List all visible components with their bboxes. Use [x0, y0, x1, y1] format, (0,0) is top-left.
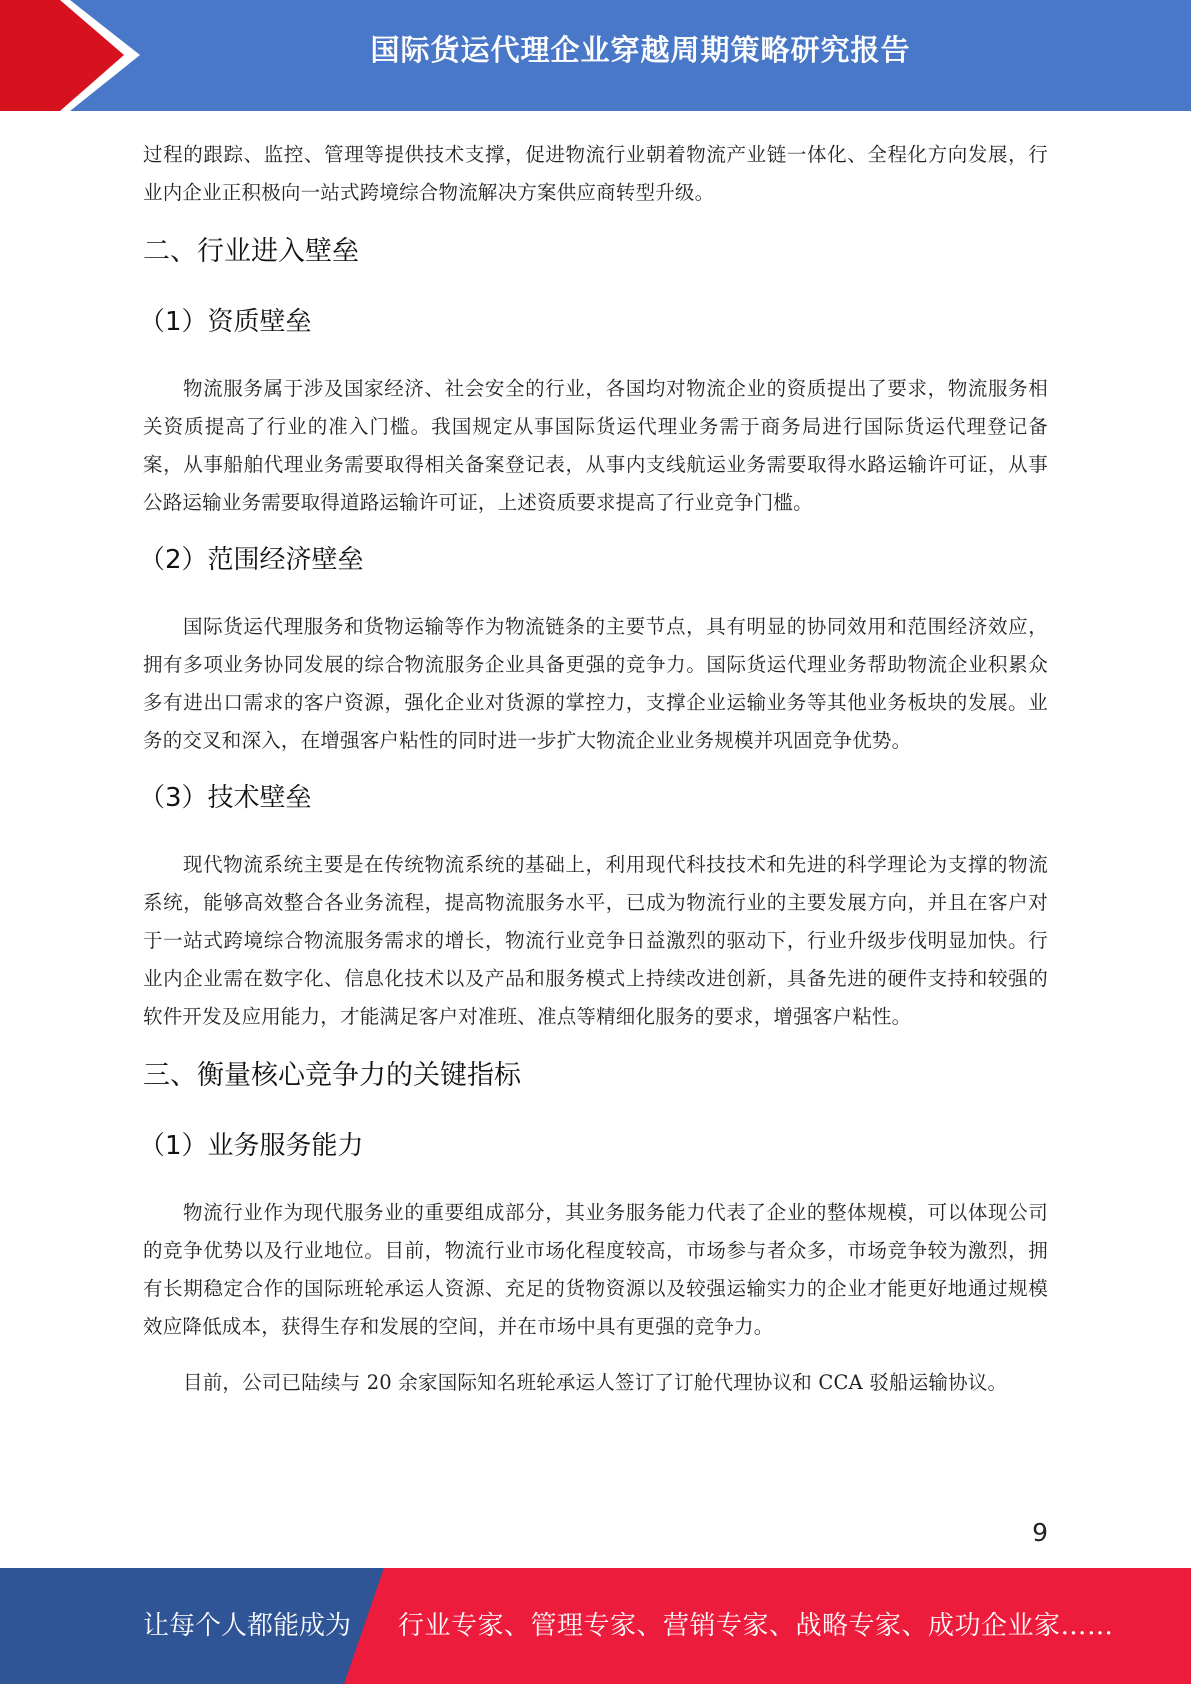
page-body	[139, 136, 1048, 1402]
subsection-heading-service: （1）业务服务能力	[139, 1131, 364, 1161]
subsection-heading-qualification: （1）资质壁垒	[139, 307, 312, 337]
footer-slogan-left: 让每个人都能成为	[143, 1611, 352, 1641]
subsection-heading-scope: （2）范围经济壁垒	[139, 545, 364, 575]
tech-paragraph: 现代物流系统主要是在传统物流系统的基础上，利用现代科技技术和先进的科学理论为支撑的物流系统，能够高效整合各业务流程，提高物流服务水平，已成为物流行业的主要发展方向，并且在客户对于一站式跨境综合物流服务需求的增长，物流行业竞争日益激烈的驱动下，行业升级步伐明显加快。行业内企业需在数字化、信息化技术以及产品和服务模式上持续改进创新，具备先进的硬件支持和较强的软件开发及应用能力，才能满足客户对准班、准点等精细化服务的要求，增强客户粘性。	[143, 853, 1048, 1028]
page-footer	[0, 1568, 1191, 1684]
company-paragraph: 目前，公司已陆续与 20 余家国际知名班轮承运人签订了订舱代理协议和 CCA 驳船运输协议。	[183, 1371, 1008, 1394]
page-header	[0, 0, 1191, 111]
page-number: 9	[1032, 1518, 1048, 1547]
intro-paragraph: 过程的跟踪、监控、管理等提供技术支撑，促进物流行业朝着物流产业链一体化、全程化方向发展，行业内企业正积极向一站式跨境综合物流解决方案供应商转型升级。	[143, 143, 1048, 204]
qualification-paragraph: 物流服务属于涉及国家经济、社会安全的行业，各国均对物流企业的资质提出了要求，物流服务相关资质提高了行业的准入门槛。我国规定从事国际货运代理业务需于商务局进行国际货运代理登记备案，从事船舶代理业务需要取得相关备案登记表，从事内支线航运业务需要取得水路运输许可证，从事公路运输业务需要取得道路运输许可证，上述资质要求提高了行业竞争门槛。	[143, 377, 1048, 514]
section-heading-barriers: 二、行业进入壁垒	[143, 236, 359, 267]
subsection-heading-tech: （3）技术壁垒	[139, 783, 312, 813]
footer-slogan-right: 行业专家、管理专家、营销专家、战略专家、成功企业家……	[398, 1611, 1114, 1641]
scope-paragraph: 国际货运代理服务和货物运输等作为物流链条的主要节点，具有明显的协同效用和范围经济效应，拥有多项业务协同发展的综合物流服务企业具备更强的竞争力。国际货运代理业务帮助物流企业积累众多有进出口需求的客户资源，强化企业对货源的掌控力，支撑企业运输业务等其他业务板块的发展。业务的交叉和深入，在增强客户粘性的同时进一步扩大物流企业业务规模并巩固竞争优势。	[143, 615, 1048, 752]
section-heading-indicators: 三、衡量核心竞争力的关键指标	[143, 1060, 521, 1091]
service-paragraph: 物流行业作为现代服务业的重要组成部分，其业务服务能力代表了企业的整体规模，可以体现公司的竞争优势以及行业地位。目前，物流行业市场化程度较高，市场参与者众多，市场竞争较为激烈，拥有长期稳定合作的国际班轮承运人资源、充足的货物资源以及较强运输实力的企业才能更好地通过规模效应降低成本，获得生存和发展的空间，并在市场中具有更强的竞争力。	[143, 1201, 1048, 1338]
report-title: 国际货运代理企业穿越周期策略研究报告	[370, 33, 911, 67]
